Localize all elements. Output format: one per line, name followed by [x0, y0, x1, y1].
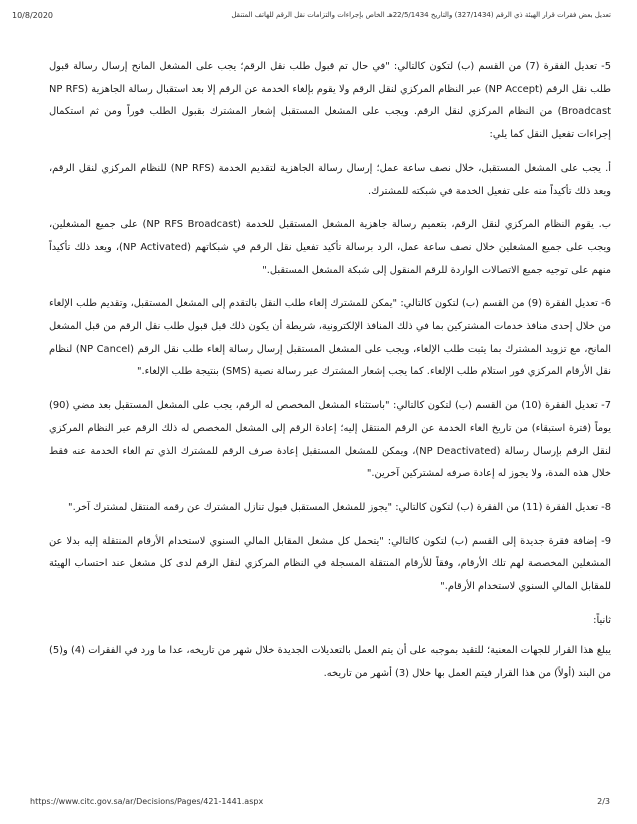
print-date: 10/8/2020	[12, 11, 54, 20]
page-number: 2/3	[597, 797, 610, 806]
page-url: https://www.citc.gov.sa/ar/Decisions/Pages/421-1441.aspx	[30, 797, 264, 806]
paragraph-item-8: 8- تعديل الفقرة (11) من الفقرة (ب) لتكون كالتالي: "يجوز للمشغل المستقبل قبول تنازل المشترك عن رقمه المنتقل لمشترك آخر."	[68, 501, 611, 513]
paragraph-closing: يبلغ هذا القرار للجهات المعنية؛ للتقيد بموجبه على أن يتم العمل بالتعديلات الجديدة خلال شهر من تاريخه، عدا ما ورد في الفقرات (4) و(5) من البند (أولاً) من هذا القرار فيتم العمل بها خلال (3) أشهر من تاريخه.	[49, 645, 611, 680]
paragraph-item-5: 5- تعديل الفقرة (7) من القسم (ب) لتكون كالتالي: "في حال تم قبول طلب نقل الرقم؛ يجب على المشغل المانح إرسال رسالة قبول طلب نقل الرقم (NP Accept) عبر النظام المركزي لنقل الرقم ولا يقوم بإلغاء الخدمة عن الرقم إلا بعد استقبال رسالة الجاهزية (NP RFS Broadcast) من النظام المركزي لنقل الرقم. ويجب على المشغل المستقبل إشعار المشترك بقبول الطلب فوراً ومن ثم استكمال إجراءات تفعيل النقل كما يلي:	[49, 61, 611, 141]
paragraph-item-9: 9- إضافة فقرة جديدة إلى القسم (ب) لتكون كالتالي: "يتحمل كل مشغل المقابل المالي السنوي لاستخدام الأرقام المنتقلة إليه بدلا عن المشغلين المخصصة لهم تلك الأرقام، وفقاً للأرقام المنتقلة المسجلة في النظام المركزي لنقل الرقم لدى كل مشغل عند احتساب الهيئة للمقابل المالي السنوي لاستخدام الأرقام."	[49, 535, 611, 593]
paragraph-item-5a: أ. يجب على المشغل المستقبل، خلال نصف ساعة عمل؛ إرسال رسالة الجاهزية لتقديم الخدمة (NP RFS) للنظام المركزي لنقل الرقم، ويعد ذلك تأكيداً منه على تفعيل الخدمة في شبكته للمشترك.	[49, 162, 611, 197]
page-header-title: تعديل بعض فقرات قرار الهيئة ذي الرقم (327/1434) والتاريخ 22/5/1434هـ الخاص بإجراءات والتزامات نقل الرقم للهاتف المتنقل	[231, 11, 611, 19]
section-heading-second: ثانياً:	[593, 614, 611, 626]
paragraph-item-7: 7- تعديل الفقرة (10) من القسم (ب) لتكون كالتالي: "باستثناء المشغل المخصص له الرقم، يجب على المشغل المستقبل بعد مضي (90) يوماً (فترة استبقاء) من تاريخ الغاء الخدمة عن الرقم المنتقل إليه؛ إعادة الرقم إلى المشغل المخصص له ذلك الرقم عبر النظام المركزي لنقل الرقم بإرسال رسالة (NP Deactivated)، ويمكن للمشغل المستقبل إعادة صرف الرقم للمشترك الذي تم الغاء الخدمة عنه فقط خلال هذه المدة، ولا يجوز له إعادة صرفه لمشتركين آخرين."	[49, 400, 611, 480]
paragraph-item-6: 6- تعديل الفقرة (9) من القسم (ب) لتكون كالتالي: "يمكن للمشترك إلغاء طلب النقل بالتقدم إلى المشغل المستقبل، وتقديم طلب الإلغاء من خلال إحدى منافذ خدمات المشتركين بما في ذلك المنافذ الإلكترونية، شريطة أن يكون ذلك قبل قبول طلب نقل الرقم من قبل المشغل المانح، مع تزويد المشترك بما يثبت طلب الإلغاء، ويجب على المشغل المستقبل إرسال رسالة إلغاء طلب نقل الرقم (NP Cancel) لنظام نقل الأرقام المركزي فور استلام طلب الإلغاء. كما يجب إشعار المشترك عبر رسالة نصية (SMS) بنتيجة طلب الإلغاء."	[49, 298, 611, 378]
document-body	[49, 56, 611, 697]
paragraph-item-5b: ب. يقوم النظام المركزي لنقل الرقم، بتعميم رسالة جاهزية المشغل المستقبل للخدمة (NP RFS Broadcast) على جميع المشغلين، ويجب على جميع المشغلين خلال نصف ساعة عمل، الرد برسالة تأكيد تفعيل نقل الرقم في شبكاتهم (NP Activated)، ويعد ذلك تأكيداً منهم على توجيه جميع الاتصالات الواردة للرقم المنقول إلى شبكة المشغل المستقبل."	[49, 219, 612, 276]
